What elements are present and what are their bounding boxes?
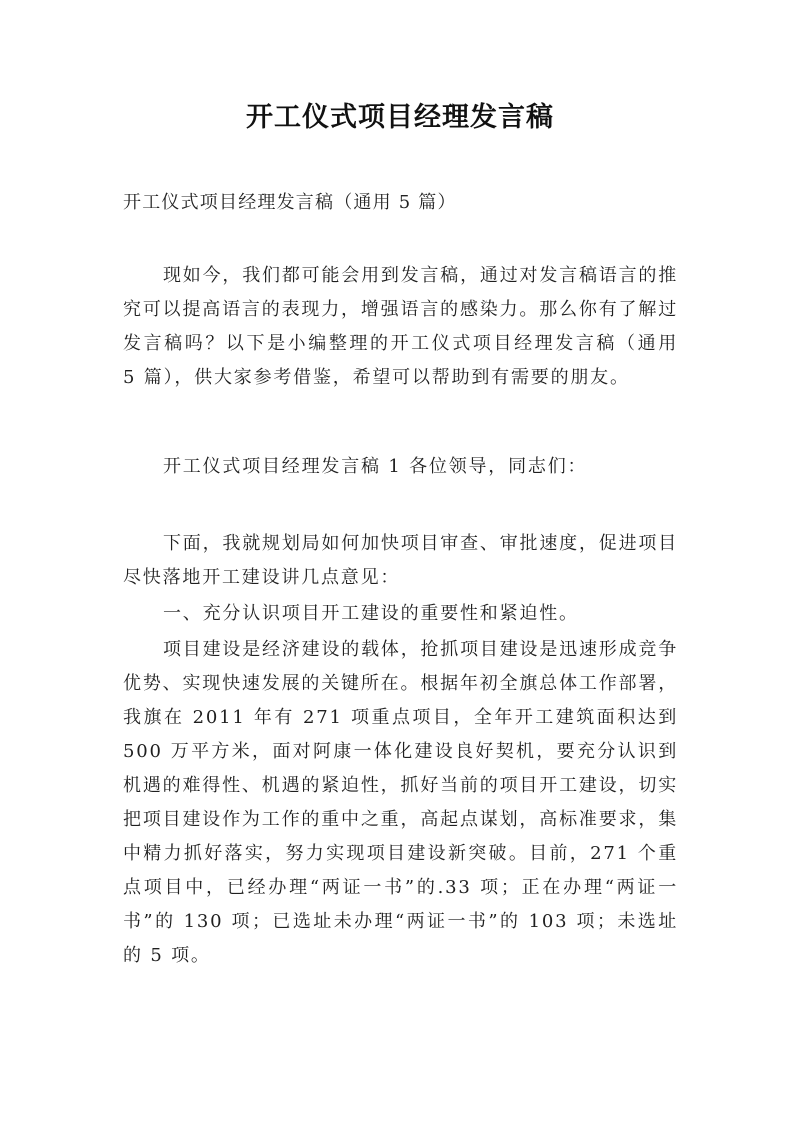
paragraph-intro: 现如今，我们都可能会用到发言稿，通过对发言稿语言的推究可以提高语言的表现力，增强语言的感染力。那么你有了解过发言稿吗？以下是小编整理的开工仪式项目经理发言稿（通用 5 篇），供大家参考借鉴，希望可以帮助到有需要的朋友。 — [123, 265, 678, 388]
document-subtitle: 开工仪式项目经理发言稿（通用 5 篇） — [123, 192, 457, 213]
paragraph-section-heading: 一、充分认识项目开工建设的重要性和紧迫性。 — [163, 603, 579, 624]
paragraph-salutation: 开工仪式项目经理发言稿 1 各位领导，同志们： — [163, 456, 588, 477]
paragraph-body: 项目建设是经济建设的载体，抢抓项目建设是迅速形成竞争优势、实现快速发展的关键所在。根据年初全旗总体工作部署，我旗在 2011 年有 271 项重点项目，全年开工建筑面积达到 500 万平方米，面对阿康一体化建设良好契机，要充分认识到机遇的难得性、机遇的紧迫性，抓好当前的项目开工建设，切实把项目建设作为工作的重中之重，高起点谋划，高标准要求，集中精力抓好落实，努力实现项目建设新突破。目前，271 个重点项目中，已经办理“两证一书”的.33 项；正在办理“两证一书”的 130 项；已选址未办理“两证一书”的 103 项；未选址的 5 项。 — [123, 639, 678, 966]
paragraph-opening: 下面，我就规划局如何加快项目审查、审批速度，促进项目尽快落地开工建设讲几点意见： — [123, 533, 678, 588]
document-title: 开工仪式项目经理发言稿 — [246, 102, 554, 133]
